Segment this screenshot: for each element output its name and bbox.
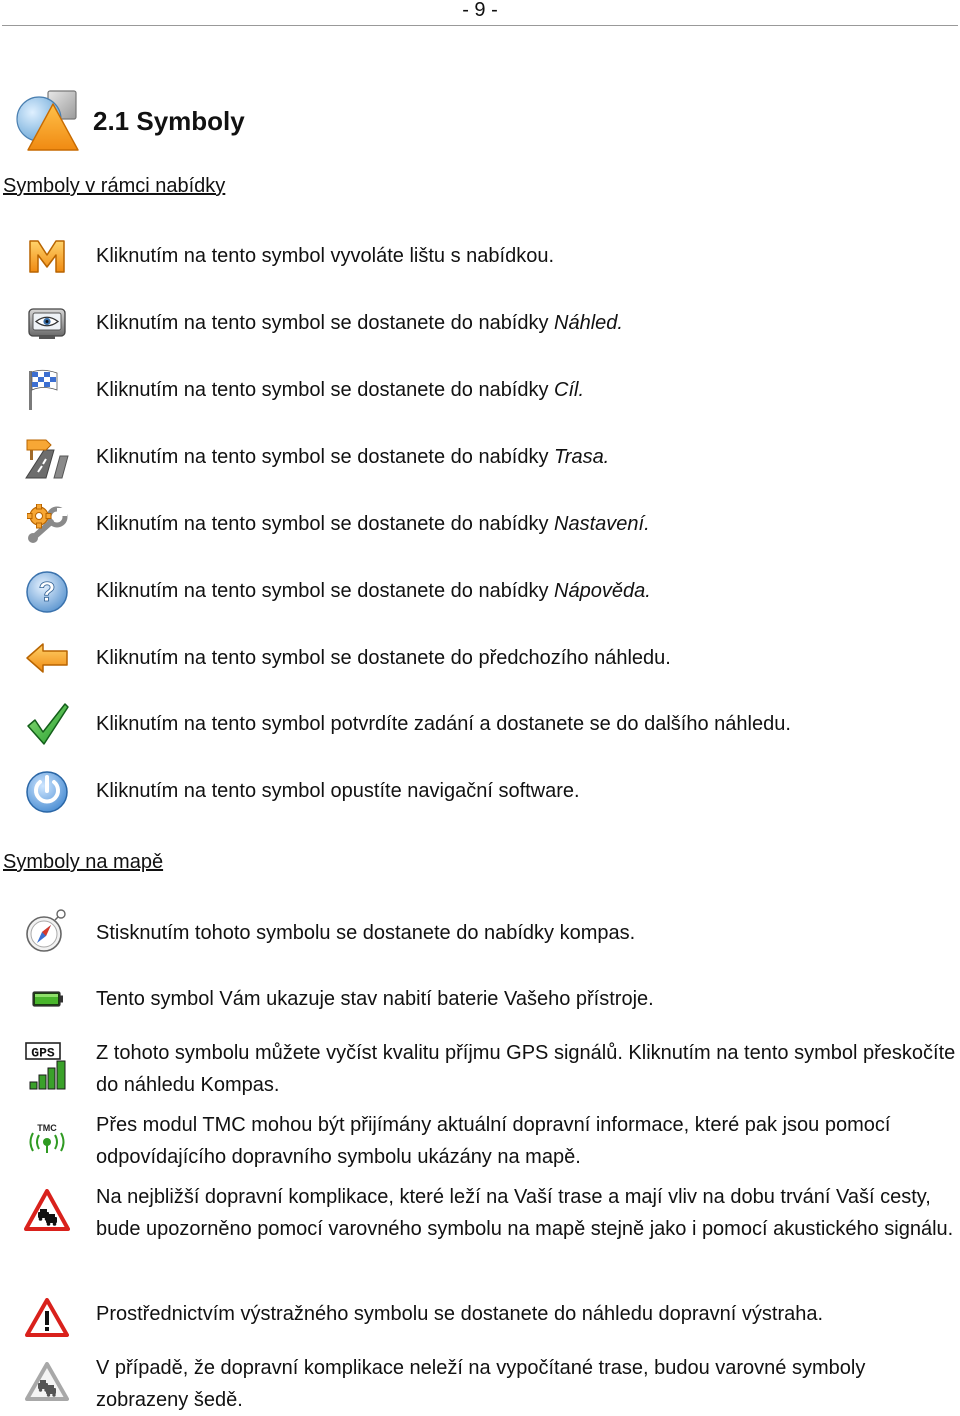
gps-signal-icon (25, 1042, 71, 1090)
tmc-signal-icon (24, 1122, 70, 1154)
map-symbols-heading: Symboly na mapě (3, 851, 164, 873)
menu-name-cil: Cíl. (554, 379, 585, 401)
list-item-text: Kliknutím na tento symbol opustíte navigační software. (96, 780, 580, 802)
menu-name-napoveda: Nápověda. (554, 580, 651, 602)
list-item-text: Kliknutím na tento symbol se dostanete do předchozího náhledu. (96, 647, 671, 669)
back-arrow-icon (25, 642, 69, 674)
menu-name-nahled: Náhled. (554, 312, 623, 334)
checkered-flag-icon (27, 368, 61, 412)
power-icon (24, 770, 70, 814)
list-item-text: Přes modul TMC mohou být přijímány aktuální dopravní informace, které pak jsou pomocí odpovídajícího dopravního symbolu ukázány na mapě. (96, 1114, 891, 1168)
gps-icon-label: GPS (31, 1045, 55, 1061)
list-item-text: Kliknutím na tento symbol potvrdíte zadání a dostanete se do dalšího náhledu. (96, 713, 791, 735)
section-title: 2.1 Symboly (93, 106, 245, 136)
list-item-text: Tento symbol Vám ukazuje stav nabití baterie Vašeho přístroje. (96, 988, 654, 1010)
list-item-text: Na nejbližší dopravní komplikace, které leží na Vaší trase a mají vliv na dobu trvání Vaší cesty, bude upozorněno pomocí varovného symbolu na mapě stejně jako i pomocí akustického signálu. (96, 1186, 954, 1240)
list-item-text: Kliknutím na tento symbol se dostanete do nabídky (96, 446, 555, 468)
list-item-text: Kliknutím na tento symbol se dostanete do nabídky (96, 513, 555, 535)
list-item-text: Z tohoto symbolu můžete vyčíst kvalitu příjmu GPS signálů. Kliknutím na tento symbol přeskočíte do náhledu Kompas. (96, 1042, 956, 1096)
menu-m-icon (27, 238, 67, 274)
list-item-text: Kliknutím na tento symbol vyvoláte lištu s nabídkou. (96, 245, 555, 267)
svg-text:?: ? (38, 576, 56, 607)
help-question-icon (25, 570, 69, 614)
exclamation-warning-icon (25, 1298, 69, 1338)
tmc-icon-label: TMC (37, 1123, 57, 1133)
shapes-symbols-icon (14, 88, 82, 154)
list-item-text: Prostřednictvím výstražného symbolu se dostanete do náhledu dopravní výstraha. (96, 1303, 824, 1325)
header-divider (2, 25, 958, 26)
traffic-warning-icon (24, 1189, 70, 1231)
list-item-text: Kliknutím na tento symbol se dostanete do nabídky (96, 580, 555, 602)
menu-symbols-heading: Symboly v rámci nabídky (3, 175, 226, 197)
battery-icon (32, 991, 64, 1007)
compass-icon (24, 908, 70, 954)
list-item-text: Kliknutím na tento symbol se dostanete do nabídky (96, 312, 555, 334)
list-item-text: Kliknutím na tento symbol se dostanete do nabídky (96, 379, 555, 401)
wrench-gear-icon (27, 504, 69, 546)
list-item-text: V případě, že dopravní komplikace neleží na vypočítané trase, budou varovné symboly zobrazeny šedě. (96, 1357, 866, 1411)
list-item-text: Stisknutím tohoto symbolu se dostanete do nabídky kompas. (96, 922, 636, 944)
page-number: - 9 - (462, 0, 498, 21)
checkmark-icon (26, 702, 70, 746)
eye-view-icon (27, 307, 67, 341)
grey-traffic-warning-icon (25, 1362, 69, 1402)
road-sign-icon (24, 436, 70, 480)
menu-name-trasa: Trasa. (554, 446, 610, 468)
menu-name-nastaveni: Nastavení. (554, 513, 650, 535)
